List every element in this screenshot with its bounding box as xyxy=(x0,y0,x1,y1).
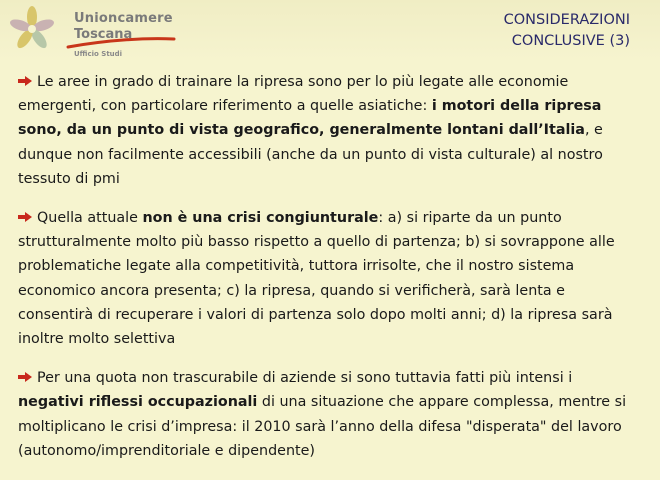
paragraph-text: di una situazione che appare complessa, mentre si moltiplicano le crisi d’impresa: il 2010 sarà l’anno della difesa "disperata" del lavoro (autonomo/imprenditoriale e dipendente) xyxy=(18,394,627,459)
paragraph-text: , e dunque non facilmente accessibili (anche da un punto di vista culturale) al nostro tessuto di pmi xyxy=(18,122,603,187)
paragraph-emphasis: negativi riflessi occupazionali xyxy=(18,394,258,411)
slide-title xyxy=(370,10,630,52)
logo-text-ufficio-studi: Ufficio Studi xyxy=(74,50,123,58)
paragraph-emphasis: non è una crisi congiunturale xyxy=(142,210,379,227)
slide-title-line2: CONCLUSIVE (3) xyxy=(511,33,630,49)
logo-text-toscana: Toscana xyxy=(74,27,133,42)
arrow-bullet-icon xyxy=(18,372,32,382)
bullet-paragraph-3 xyxy=(18,366,640,463)
paragraph-text: Le aree in grado di trainare la ripresa sono per lo più legate alle economie emergenti, con particolare riferimento a quelle asiatiche: xyxy=(18,74,569,115)
logo-text-unioncamere: Unioncamere xyxy=(74,11,173,26)
bullet-paragraph-1 xyxy=(18,70,640,191)
arrow-bullet-icon xyxy=(18,76,32,86)
bullet-paragraph-2 xyxy=(18,206,640,351)
paragraph-text: : a) si riparte da un punto strutturalmente molto più basso rispetto a quello di partenza; b) si sovrappone alle problematiche legate alla competitività, tuttora irrisolte, che il nostro sistema economico ancora presenta; c) la ripresa, quando si verificherà, sarà lenta e consentirà di recuperare i valori di partenza solo dopo molti anni; d) la ripresa sarà inoltre molto selettiva xyxy=(18,210,615,348)
paragraph-text: Per una quota non trascurabile di aziende si sono tuttavia fatti più intensi i xyxy=(37,370,573,387)
arrow-bullet-icon xyxy=(18,212,32,222)
unioncamere-logo xyxy=(4,3,174,59)
paragraph-emphasis: i motori della ripresa sono, da un punto di vista geografico, generalmente lontani dall’Italia xyxy=(18,98,602,139)
slide-title-line1: CONSIDERAZIONI xyxy=(503,12,630,28)
paragraph-text: Quella attuale xyxy=(37,210,143,227)
star-logo-icon xyxy=(4,3,66,59)
slide-content xyxy=(18,70,640,478)
